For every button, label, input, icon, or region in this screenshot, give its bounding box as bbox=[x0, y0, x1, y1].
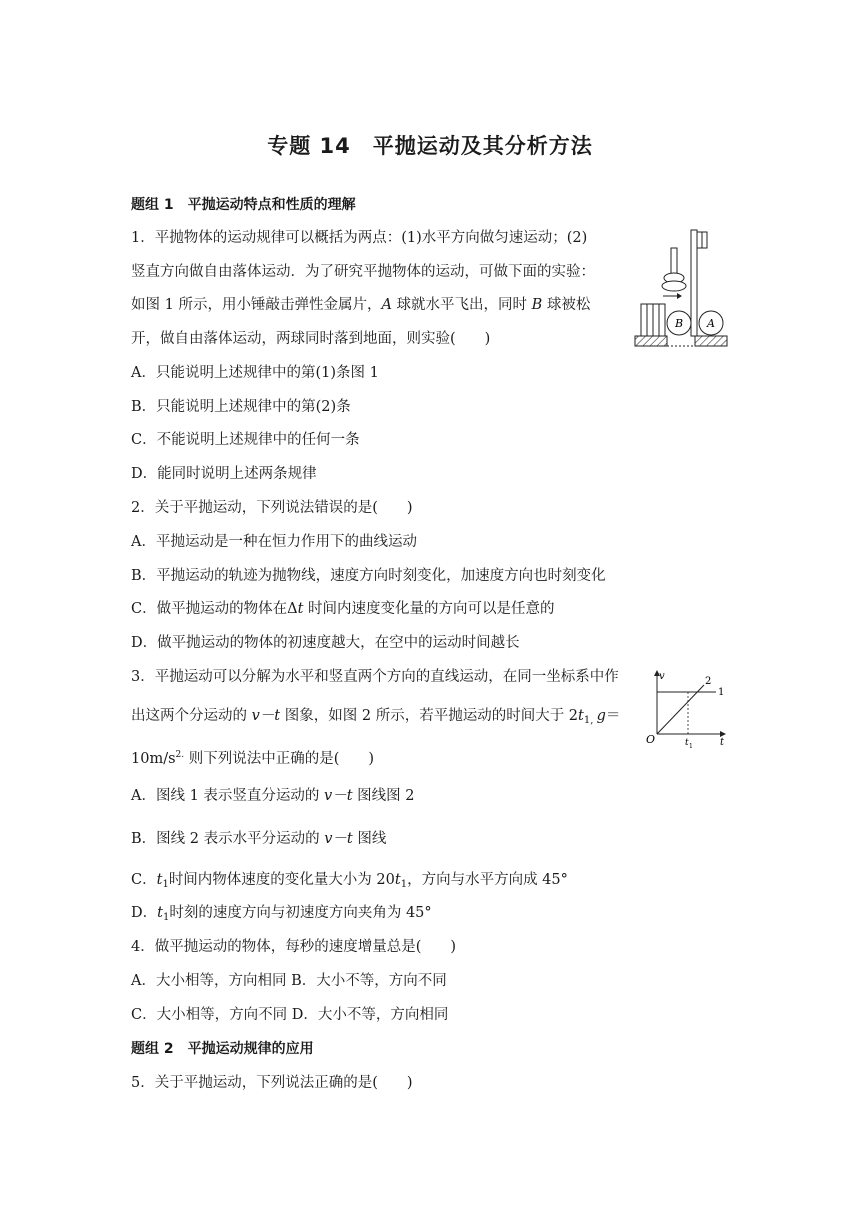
q4-options-ab: A．大小相等，方向相同 B．大小不等，方向不同 bbox=[131, 973, 447, 989]
q1-option-d: D．能同时说明上述两条规律 bbox=[131, 466, 317, 482]
axis-v-label: v bbox=[659, 671, 665, 682]
group-2-heading: 题组 2 平抛运动规律的应用 bbox=[131, 1041, 314, 1057]
line-1-label: 1 bbox=[718, 687, 725, 698]
q5-stem: 5．关于平抛运动，下列说法正确的是( ) bbox=[131, 1075, 413, 1091]
q1-line-2: 竖直方向做自由落体运动．为了研究平抛物体的运动，可做下面的实验： bbox=[131, 264, 595, 280]
q1-option-a: A．只能说明上述规律中的第(1)条图 1 bbox=[131, 365, 379, 381]
q2-option-d: D．做平抛运动的物体的初速度越大，在空中的运动时间越长 bbox=[131, 635, 520, 651]
q1-option-c: C．不能说明上述规律中的任何一条 bbox=[131, 432, 360, 448]
q1-line-1: 1．平抛物体的运动规律可以概括为两点：(1)水平方向做匀速运动；(2) bbox=[131, 230, 588, 246]
ball-b-label: B bbox=[674, 317, 684, 330]
axis-t-label: t bbox=[720, 737, 725, 748]
q3-option-b: B．图线 2 表示水平分运动的 v－t 图线 bbox=[131, 831, 387, 847]
q1-line-4: 开，做自由落体运动，两球同时落到地面，则实验( ) bbox=[131, 331, 491, 347]
q4-options-cd: C．大小相等，方向不同 D．大小不等，方向相同 bbox=[131, 1007, 449, 1023]
q3-line-1: 3．平抛运动可以分解为水平和竖直两个方向的直线运动，在同一坐标系中作 bbox=[131, 669, 619, 685]
page-title: 专题 14 平抛运动及其分析方法 bbox=[267, 134, 593, 158]
line-2-label: 2 bbox=[705, 676, 712, 687]
ball-a-label: A bbox=[707, 317, 715, 330]
group-1-heading: 题组 1 平抛运动特点和性质的理解 bbox=[131, 197, 356, 213]
figure-2-vt-graph bbox=[644, 670, 728, 750]
q3-line-3: $10m/s^{2.}$ 则下列说法中正确的是( ) bbox=[131, 750, 375, 767]
q3-line-2: 出这两个分运动的 v－t 图象，如图 2 所示，若平抛运动的时间大于 $2t_{1,}$ g＝ bbox=[131, 708, 621, 726]
q1-option-b: B．只能说明上述规律中的第(2)条 bbox=[131, 399, 351, 415]
figure-1-apparatus bbox=[633, 228, 729, 352]
q2-stem: 2．关于平抛运动，下列说法错误的是( ) bbox=[131, 500, 413, 516]
tick-t1-label: t bbox=[685, 738, 689, 748]
q2-option-b: B．平抛运动的轨迹为抛物线，速度方向时刻变化，加速度方向也时刻变化 bbox=[131, 568, 606, 584]
q1-line-3: 如图 1 所示，用小锤敲击弹性金属片，A 球就水平飞出，同时 B 球被松 bbox=[131, 297, 591, 313]
q3-option-c: C．$t_1$时间内物体速度的变化量大小为 $20t_1$，方向与水平方向成 45° bbox=[131, 872, 568, 890]
q3-option-a: A．图线 1 表示竖直分运动的 v－t 图线图 2 bbox=[131, 788, 415, 804]
origin-label: O bbox=[646, 733, 656, 746]
q2-option-c: C．做平抛运动的物体在Δt 时间内速度变化量的方向可以是任意的 bbox=[131, 601, 555, 617]
q3-option-d: D．$t_1$时刻的速度方向与初速度方向夹角为 45° bbox=[131, 905, 432, 923]
tick-t1-sub: 1 bbox=[689, 743, 693, 750]
q4-stem: 4．做平抛运动的物体，每秒的速度增量总是( ) bbox=[131, 939, 457, 955]
q2-option-a: A．平抛运动是一种在恒力作用下的曲线运动 bbox=[131, 534, 417, 550]
